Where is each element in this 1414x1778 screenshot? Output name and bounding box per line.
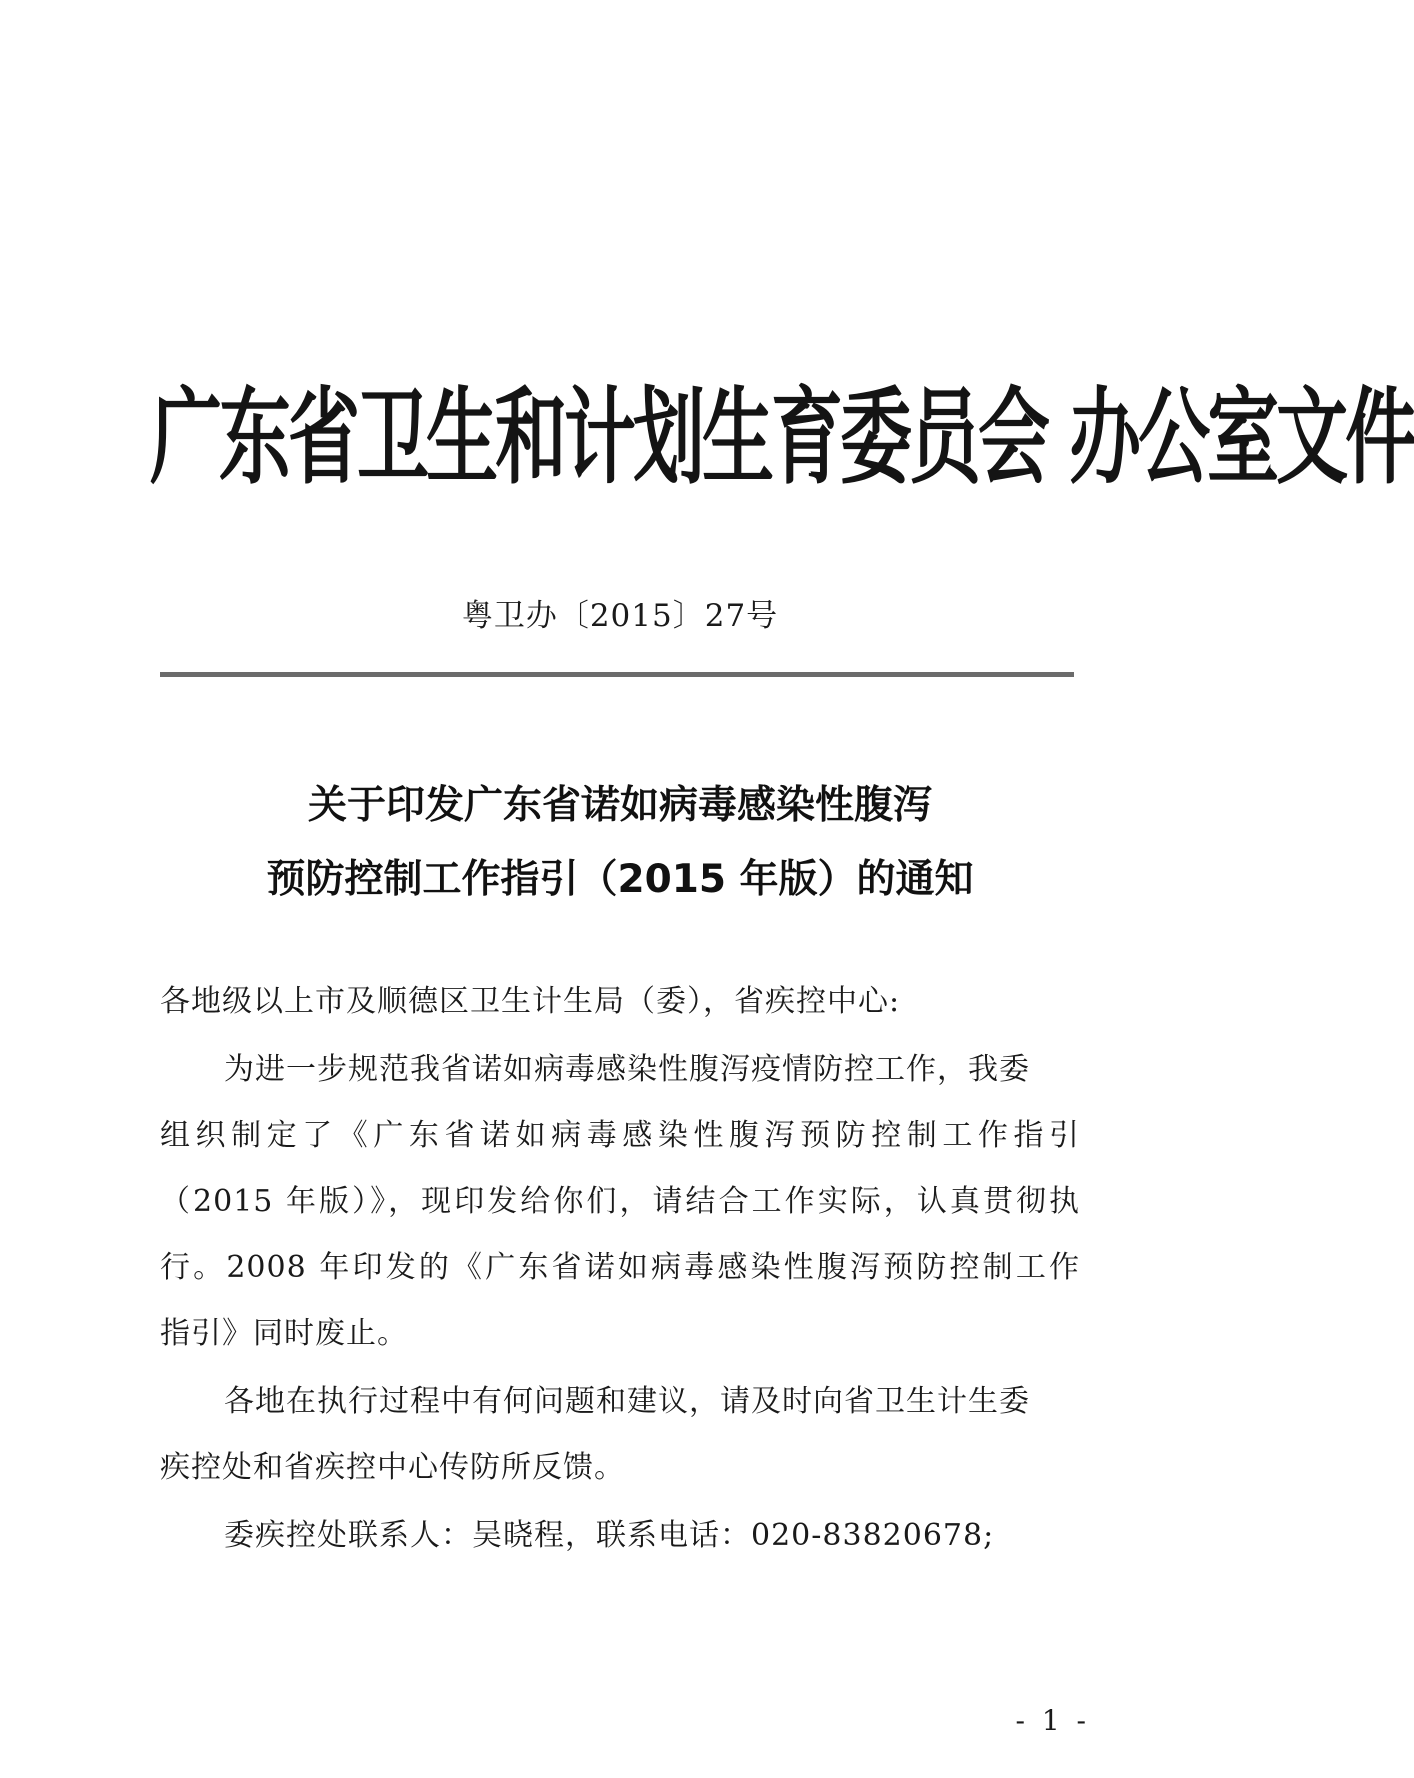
paragraph-3-line-1: 委疾控处联系人：吴晓程，联系电话：020-83820678; (224, 1518, 995, 1553)
paragraph-2-line-2: 疾控处和省疾控中心传防所反馈。 (160, 1450, 625, 1485)
paragraph-1-line-1: 为进一步规范我省诺如病毒感染性腹泻疫情防控工作，我委 (224, 1052, 1030, 1087)
paragraph-1-line-4: 行。2008 年印发的《广东省诺如病毒感染性腹泻预防控制工作 (160, 1250, 1080, 1285)
page-number: - 1 - (1015, 1704, 1090, 1737)
paragraph-2-line-1: 各地在执行过程中有何问题和建议，请及时向省卫生计生委 (224, 1384, 1030, 1419)
header-divider (160, 672, 1074, 677)
paragraph-1-line-2: 组织制定了《广东省诺如病毒感染性腹泻预防控制工作指引 (160, 1118, 1080, 1153)
notice-title-line-1: 关于印发广东省诺如病毒感染性腹泻 (307, 783, 932, 828)
masthead-title: 广东省卫生和计划生育委员会 办公室文件 (150, 376, 1414, 498)
salutation: 各地级以上市及顺德区卫生计生局（委），省疾控中心: (160, 984, 901, 1019)
notice-title-line-2: 预防控制工作指引（2015 年版）的通知 (266, 857, 974, 902)
paragraph-1-line-5: 指引》同时废止。 (160, 1316, 408, 1351)
paragraph-1-line-3: （2015 年版）》，现印发给你们，请结合工作实际，认真贯彻执 (160, 1184, 1080, 1219)
document-number: 粤卫办〔2015〕27号 (461, 598, 779, 634)
